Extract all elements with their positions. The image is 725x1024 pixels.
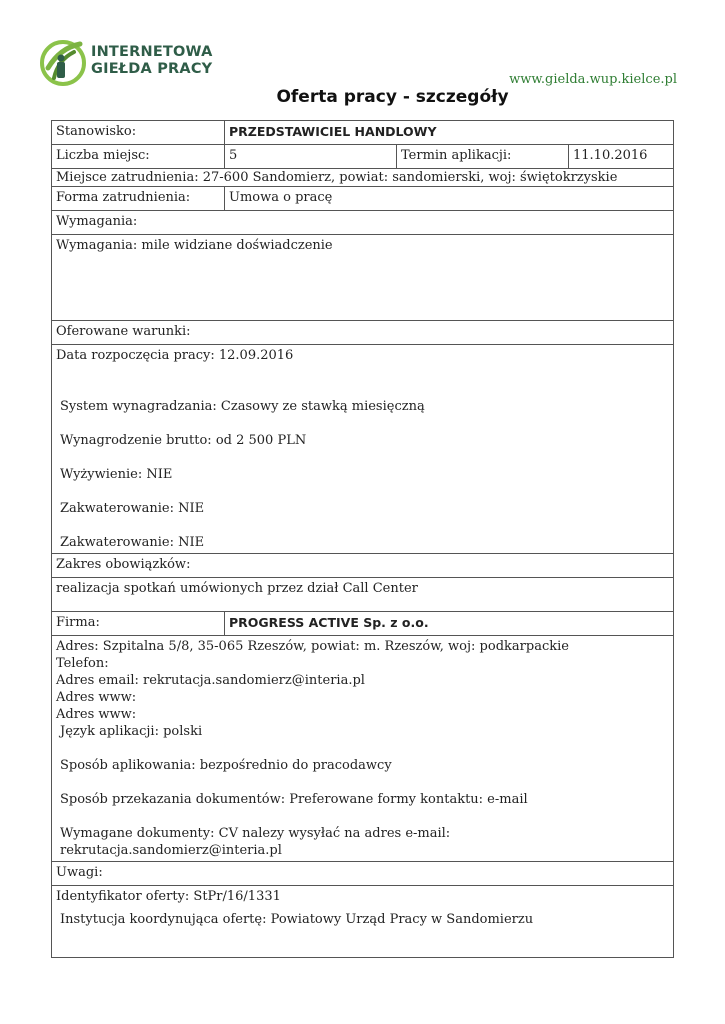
position-label: Stanowisko: <box>52 121 225 145</box>
conditions-block <box>52 345 674 554</box>
start-date: Data rozpoczęcia pracy: 12.09.2016 <box>56 348 294 363</box>
employment-value: Umowa o pracę <box>225 187 674 211</box>
requirements-row <box>52 235 674 321</box>
conditions-header-row <box>52 321 674 345</box>
housing-1: Zakwaterowanie: NIE <box>60 501 205 516</box>
application-language: Język aplikacji: polski <box>60 724 203 739</box>
company-row <box>52 612 674 636</box>
food: Wyżywienie: NIE <box>60 467 173 482</box>
company-www-1: Adres www: <box>56 690 137 705</box>
apply-method: Sposób aplikowania: bezpośrednio do pracodawcy <box>60 758 392 773</box>
footer-row <box>52 886 674 958</box>
pay-system: System wynagradzania: Czasowy ze stawką miesięczną <box>60 399 425 414</box>
deadline-value: 11.10.2016 <box>569 145 674 169</box>
requirements-header-row <box>52 211 674 235</box>
company-phone: Telefon: <box>56 656 109 671</box>
duties-label: Zakres obowiązków: <box>52 554 674 578</box>
logo-icon <box>40 38 90 88</box>
requirements-label: Wymagania: <box>52 211 674 235</box>
requirements-text: Wymagania: mile widziane doświadczenie <box>52 235 674 321</box>
notes-label: Uwagi: <box>52 862 674 886</box>
offer-table <box>51 120 674 958</box>
housing-2: Zakwaterowanie: NIE <box>60 535 205 550</box>
employment-label: Forma zatrudnienia: <box>52 187 225 211</box>
salary: Wynagrodzenie brutto: od 2 500 PLN <box>60 433 307 448</box>
required-docs: Wymagane dokumenty: CV nalezy wysyłać na adres e-mail: rekrutacja.sandomierz@interia.pl <box>60 826 451 858</box>
company-details <box>52 636 674 862</box>
logo-text <box>91 44 213 78</box>
offer-id: Identyfikator oferty: StPr/16/1331 <box>56 889 281 904</box>
logo-line-1: INTERNETOWA <box>91 44 213 60</box>
employment-row <box>52 187 674 211</box>
company-label: Firma: <box>52 612 225 636</box>
duties-header-row <box>52 554 674 578</box>
coordinator: Instytucja koordynująca ofertę: Powiatowy Urząd Pracy w Sandomierzu <box>60 912 534 927</box>
notes-row <box>52 862 674 886</box>
duties-text: realizacja spotkań umówionych przez dział Call Center <box>52 578 674 612</box>
company-email[interactable]: Adres email: rekrutacja.sandomierz@interia.pl <box>56 673 365 688</box>
page-title: Oferta pracy - szczegóły <box>276 87 509 107</box>
logo <box>40 38 240 88</box>
places-row <box>52 145 674 169</box>
docs-transfer: Sposób przekazania dokumentów: Preferowane formy kontaktu: e-mail <box>60 792 528 807</box>
company-www-2: Adres www: <box>56 707 137 722</box>
duties-row <box>52 578 674 612</box>
places-label: Liczba miejsc: <box>52 145 225 169</box>
site-url[interactable]: www.gielda.wup.kielce.pl <box>509 72 677 87</box>
company-details-row <box>52 636 674 862</box>
conditions-row <box>52 345 674 554</box>
workplace: Miejsce zatrudnienia: 27-600 Sandomierz, powiat: sandomierski, woj: świętokrzyskie <box>52 169 674 187</box>
position-value: PRZEDSTAWICIEL HANDLOWY <box>225 121 674 145</box>
position-row <box>52 121 674 145</box>
deadline-label: Termin aplikacji: <box>397 145 569 169</box>
company-address: Adres: Szpitalna 5/8, 35-065 Rzeszów, powiat: m. Rzeszów, woj: podkarpackie <box>56 639 569 654</box>
company-value: PROGRESS ACTIVE Sp. z o.o. <box>225 612 674 636</box>
workplace-row <box>52 169 674 187</box>
logo-line-2: GIEŁDA PRACY <box>91 61 213 77</box>
conditions-label: Oferowane warunki: <box>52 321 674 345</box>
footer-block <box>52 886 674 958</box>
places-value: 5 <box>225 145 397 169</box>
